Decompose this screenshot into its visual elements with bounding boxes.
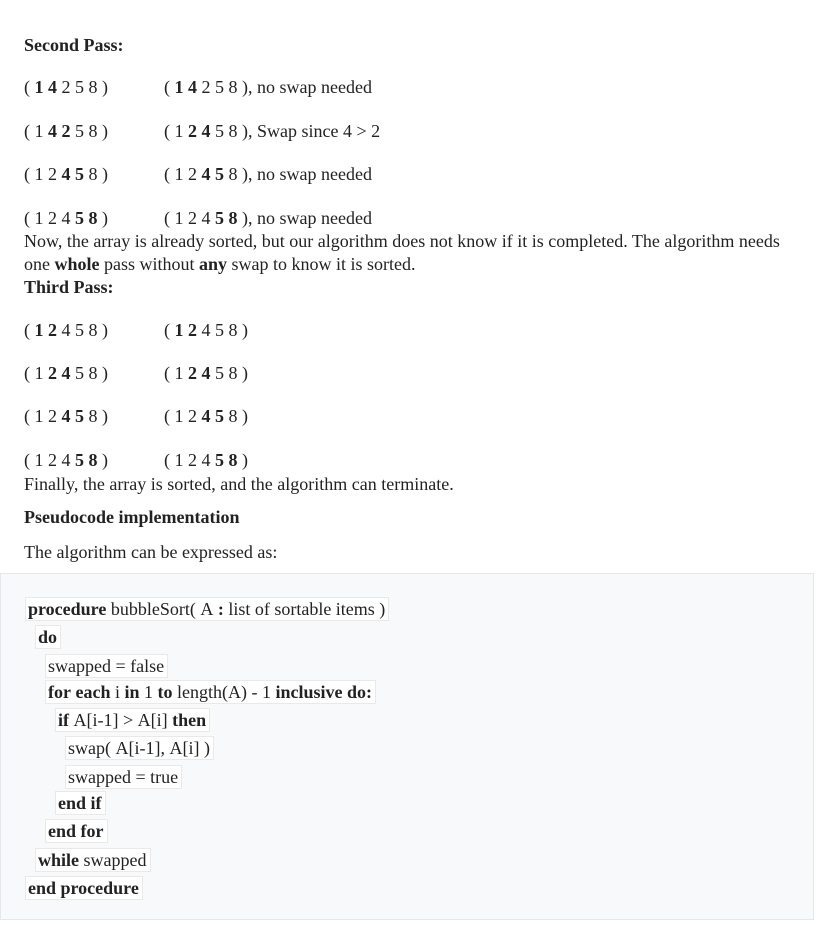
array-value: 2 — [48, 450, 57, 470]
code-block — [0, 573, 814, 920]
sorted-note-part1: Now, the array is already sorted, but our algorithm does not know if it is completed. The algorithm needs one — [24, 231, 780, 274]
array-after: ( 1 2 4 5 8 ), no swap needed — [164, 164, 372, 184]
array-value: 5 — [215, 208, 224, 228]
code-keyword: end if — [58, 793, 102, 813]
array-before: ( 1 4 2 5 8 ) — [24, 121, 108, 141]
code-text: list of sortable items ) — [223, 599, 386, 619]
array-value: 8 — [228, 121, 238, 141]
array-value: 8 — [228, 208, 238, 228]
array-value: 8 — [228, 320, 238, 340]
array-value: 1 — [174, 164, 184, 184]
code-keyword: end for — [48, 821, 104, 841]
array-value: 5 — [215, 363, 224, 383]
code-keyword: do — [38, 627, 58, 647]
array-value: 8 — [228, 164, 238, 184]
sorted-note-part3: swap to know it is sorted. — [227, 254, 416, 274]
code-line — [55, 791, 106, 815]
array-value: 4 — [188, 77, 197, 97]
array-value: 4 — [201, 450, 211, 470]
pseudocode-heading: Pseudocode implementation — [24, 507, 240, 527]
array-after: ( 1 2 4 5 8 ), no swap needed — [164, 208, 372, 228]
array-value: 8 — [228, 363, 238, 383]
array-value: 2 — [188, 208, 197, 228]
array-after: ( 1 2 4 5 8 ) — [164, 450, 248, 470]
array-before: ( 1 2 4 5 8 ) — [24, 406, 108, 426]
array-before: ( 1 4 2 5 8 ) — [24, 77, 108, 97]
array-value: 8 — [88, 208, 98, 228]
array-value: 1 — [34, 320, 44, 340]
array-value: 5 — [75, 121, 84, 141]
code-text: 1 — [139, 682, 158, 702]
code-text: swapped — [79, 850, 147, 870]
array-value: 8 — [88, 121, 98, 141]
code-keyword: procedure — [28, 599, 107, 619]
array-value: 2 — [188, 406, 197, 426]
code-text: length(A) - 1 — [172, 682, 276, 702]
array-value: 2 — [188, 121, 197, 141]
array-after: ( 1 4 2 5 8 ), no swap needed — [164, 77, 372, 97]
step-note: , no swap needed — [248, 208, 372, 228]
code-keyword: for each — [48, 682, 111, 702]
array-before: ( 1 2 4 5 8 ) — [24, 320, 108, 340]
code-text: swap( A[i-1], A[i] ) — [68, 738, 210, 758]
array-value: 8 — [88, 77, 98, 97]
array-value: 4 — [48, 121, 57, 141]
array-value: 8 — [228, 450, 238, 470]
array-value: 8 — [88, 363, 98, 383]
second-pass-heading: Second Pass: — [24, 35, 124, 55]
array-after: ( 1 2 4 5 8 ) — [164, 406, 248, 426]
step-note: , Swap since 4 > 2 — [248, 121, 381, 141]
array-value: 5 — [75, 363, 84, 383]
array-value: 4 — [61, 450, 71, 470]
array-after: ( 1 2 4 5 8 ) — [164, 320, 248, 340]
array-value: 2 — [188, 450, 197, 470]
array-value: 5 — [215, 450, 224, 470]
sorted-note-bold-whole: whole — [54, 254, 100, 274]
array-value: 8 — [88, 450, 98, 470]
array-value: 2 — [61, 121, 71, 141]
step-note: , no swap needed — [248, 77, 372, 97]
array-value: 5 — [75, 208, 84, 228]
array-value: 8 — [88, 320, 98, 340]
sorted-note-paragraph — [24, 230, 784, 276]
code-line — [25, 597, 389, 621]
array-value: 1 — [174, 208, 184, 228]
code-text: bubbleSort( A — [106, 599, 218, 619]
array-value: 1 — [34, 363, 44, 383]
pseudocode-intro: The algorithm can be expressed as: — [24, 542, 278, 562]
code-text: A[i-1] > A[i] — [69, 710, 173, 730]
array-value: 1 — [34, 208, 44, 228]
code-line — [65, 765, 182, 789]
array-value: 4 — [201, 406, 211, 426]
array-value: 1 — [34, 164, 44, 184]
array-value: 8 — [228, 406, 238, 426]
array-value: 2 — [61, 77, 71, 97]
array-value: 1 — [174, 77, 184, 97]
array-value: 5 — [215, 164, 224, 184]
array-value: 5 — [75, 406, 84, 426]
code-line — [45, 680, 376, 704]
code-keyword: while — [38, 850, 80, 870]
array-value: 5 — [215, 77, 224, 97]
code-text: swapped = false — [48, 656, 165, 676]
array-value: 4 — [61, 208, 71, 228]
array-value: 1 — [174, 121, 184, 141]
array-value: 8 — [88, 164, 98, 184]
code-keyword: then — [172, 710, 207, 730]
code-keyword: inclusive do: — [275, 682, 373, 702]
array-value: 4 — [201, 363, 211, 383]
array-value: 4 — [61, 363, 71, 383]
array-value: 1 — [34, 406, 44, 426]
code-line — [35, 848, 151, 872]
code-line — [45, 819, 108, 843]
array-value: 1 — [174, 363, 184, 383]
code-keyword: to — [157, 682, 173, 702]
array-value: 8 — [88, 406, 98, 426]
array-value: 1 — [174, 320, 184, 340]
array-value: 1 — [174, 406, 184, 426]
code-line — [55, 708, 210, 732]
code-keyword: end procedure — [28, 878, 139, 898]
array-value: 5 — [75, 450, 84, 470]
array-value: 2 — [188, 363, 197, 383]
code-line — [25, 876, 143, 900]
array-value: 1 — [34, 450, 44, 470]
step-note: , no swap needed — [248, 164, 372, 184]
array-value: 2 — [188, 320, 197, 340]
array-value: 1 — [34, 77, 44, 97]
array-value: 5 — [75, 320, 84, 340]
array-value: 2 — [48, 164, 57, 184]
code-text: i — [110, 682, 125, 702]
array-value: 4 — [61, 406, 71, 426]
array-before: ( 1 2 4 5 8 ) — [24, 363, 108, 383]
array-after: ( 1 2 4 5 8 ) — [164, 363, 248, 383]
sorted-note-part2: pass without — [99, 254, 200, 274]
code-keyword: if — [58, 710, 69, 730]
code-keyword: : — [217, 599, 224, 619]
code-text: swapped = true — [68, 767, 179, 787]
array-value: 5 — [215, 320, 224, 340]
array-value: 2 — [48, 208, 57, 228]
array-value: 5 — [215, 121, 224, 141]
array-value: 5 — [75, 164, 84, 184]
array-value: 4 — [201, 164, 211, 184]
array-value: 2 — [48, 320, 57, 340]
array-before: ( 1 2 4 5 8 ) — [24, 164, 108, 184]
array-value: 4 — [61, 320, 71, 340]
code-keyword: in — [124, 682, 140, 702]
code-line — [65, 736, 214, 760]
array-value: 8 — [228, 77, 238, 97]
array-value: 5 — [75, 77, 84, 97]
array-before: ( 1 2 4 5 8 ) — [24, 450, 108, 470]
sorted-note-bold-any: any — [199, 254, 228, 274]
array-value: 4 — [201, 121, 211, 141]
array-value: 4 — [201, 208, 211, 228]
array-value: 5 — [215, 406, 224, 426]
array-value: 4 — [48, 77, 57, 97]
array-value: 2 — [48, 406, 57, 426]
array-value: 2 — [201, 77, 211, 97]
array-value: 4 — [201, 320, 211, 340]
code-line — [35, 625, 61, 649]
array-after: ( 1 2 4 5 8 ), Swap since 4 > 2 — [164, 121, 381, 141]
array-value: 2 — [48, 363, 57, 383]
array-value: 2 — [188, 164, 197, 184]
array-value: 4 — [61, 164, 71, 184]
third-pass-heading: Third Pass: — [24, 277, 114, 297]
code-line — [45, 654, 168, 678]
array-before: ( 1 2 4 5 8 ) — [24, 208, 108, 228]
final-note: Finally, the array is sorted, and the algorithm can terminate. — [24, 474, 454, 494]
array-value: 1 — [174, 450, 184, 470]
array-value: 1 — [34, 121, 44, 141]
